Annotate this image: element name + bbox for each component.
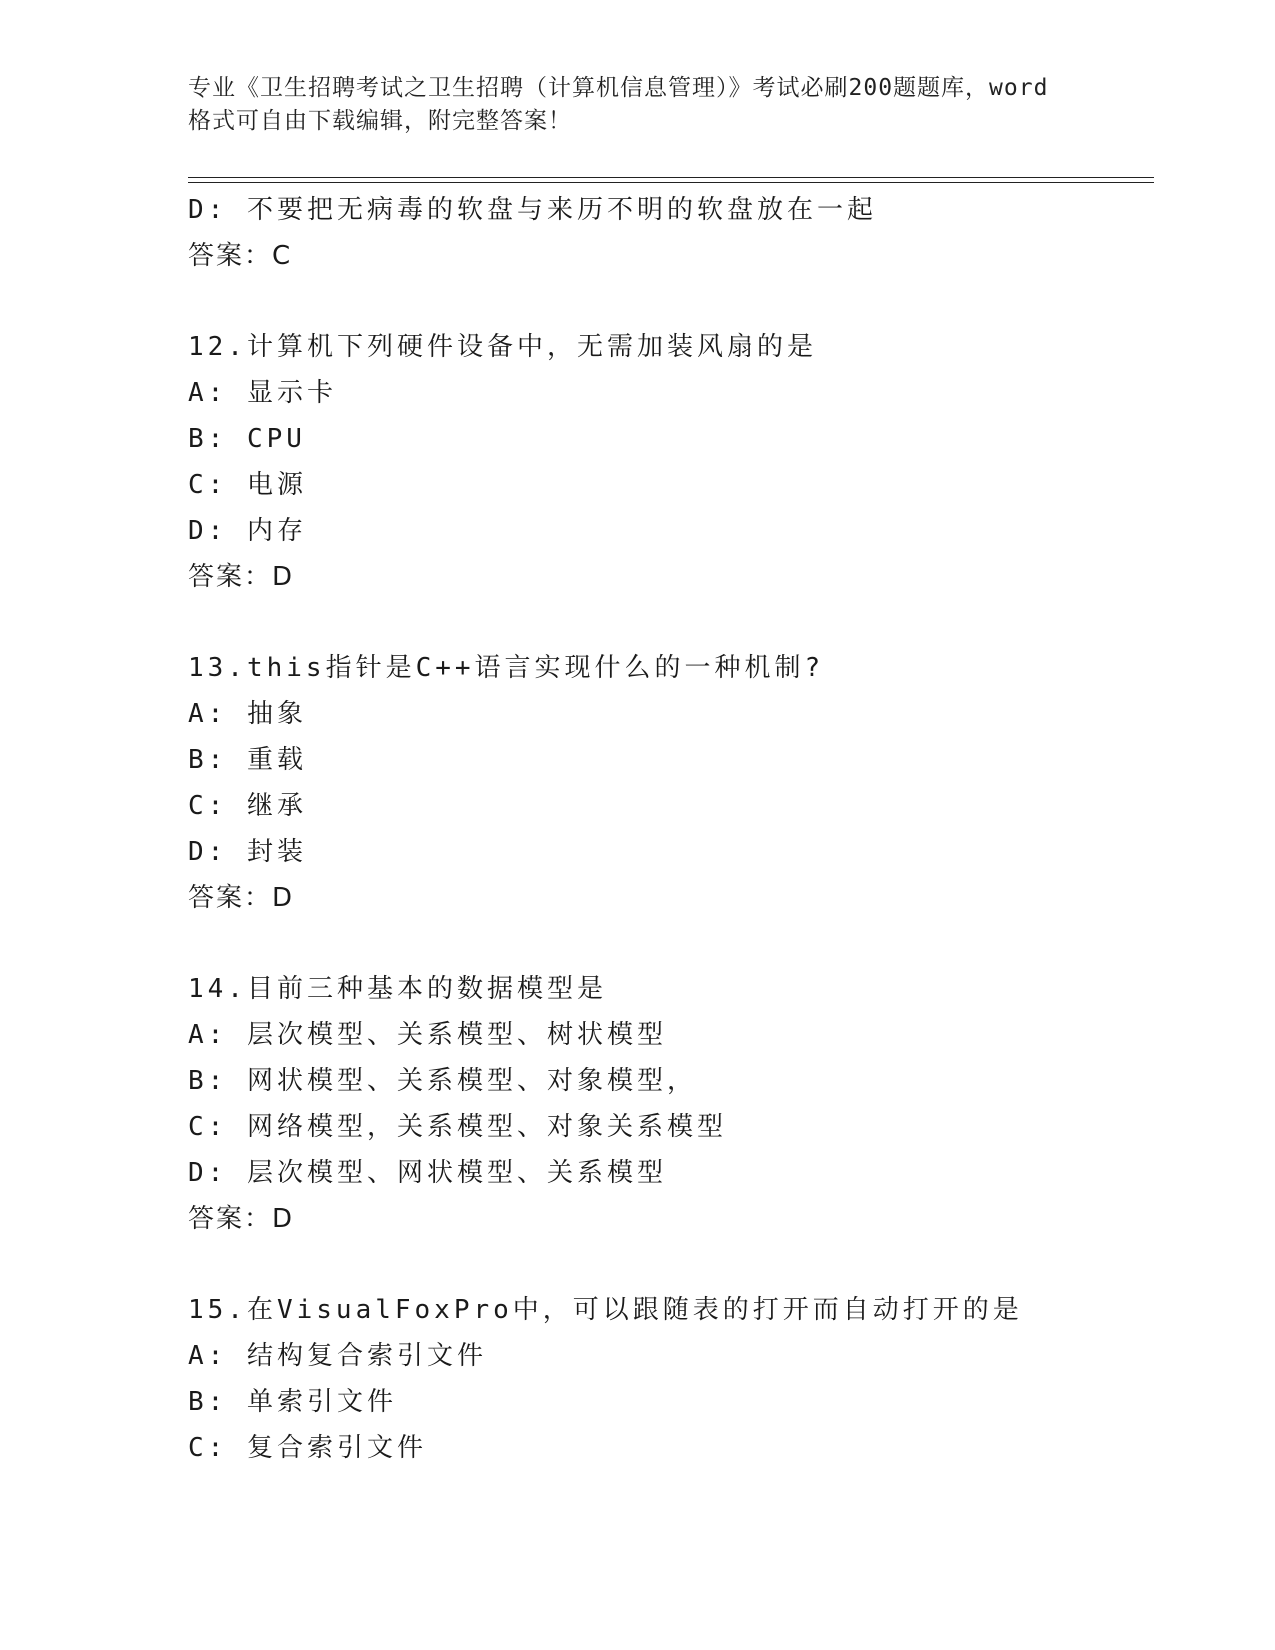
option-a: A: 显示卡 bbox=[188, 378, 337, 408]
question-stem: 12.计算机下列硬件设备中，无需加装风扇的是 bbox=[188, 332, 817, 362]
answer: 答案：D bbox=[188, 562, 295, 592]
spacer bbox=[188, 1242, 1148, 1287]
answer: 答案：D bbox=[188, 883, 295, 913]
header-divider-top bbox=[188, 177, 1154, 178]
question-15 bbox=[188, 1287, 1148, 1471]
option-b: B: CPU bbox=[188, 424, 306, 454]
question-stem: 14.目前三种基本的数据模型是 bbox=[188, 974, 607, 1004]
answer: 答案：C bbox=[188, 241, 293, 271]
option-c: C: 继承 bbox=[188, 791, 307, 821]
question-fragment bbox=[188, 187, 1148, 279]
option-d: D: 封装 bbox=[188, 837, 307, 867]
spacer bbox=[188, 279, 1148, 324]
option-a: A: 抽象 bbox=[188, 699, 307, 729]
option-d: D: 不要把无病毒的软盘与来历不明的软盘放在一起 bbox=[188, 195, 877, 225]
header-line-2: 格式可自由下载编辑，附完整答案！ bbox=[188, 108, 572, 134]
spacer bbox=[188, 921, 1148, 966]
question-14 bbox=[188, 966, 1148, 1242]
option-d: D: 层次模型、网状模型、关系模型 bbox=[188, 1158, 667, 1188]
option-c: C: 复合索引文件 bbox=[188, 1433, 427, 1463]
question-12 bbox=[188, 324, 1148, 600]
option-b: B: 网状模型、关系模型、对象模型， bbox=[188, 1066, 697, 1096]
question-stem: 13.this指针是C++语言实现什么的一种机制? bbox=[188, 653, 825, 683]
option-c: C: 网络模型，关系模型、对象关系模型 bbox=[188, 1112, 727, 1142]
option-b: B: 重载 bbox=[188, 745, 307, 775]
header-line-1: 专业《卫生招聘考试之卫生招聘（计算机信息管理）》考试必刷200题题库，word bbox=[188, 75, 1049, 101]
option-d: D: 内存 bbox=[188, 516, 307, 546]
question-13 bbox=[188, 645, 1148, 921]
document-header bbox=[188, 72, 1088, 138]
header-divider-bottom bbox=[188, 182, 1154, 183]
spacer bbox=[188, 600, 1148, 645]
option-a: A: 层次模型、关系模型、树状模型 bbox=[188, 1020, 667, 1050]
document-body bbox=[188, 187, 1148, 1471]
option-b: B: 单索引文件 bbox=[188, 1387, 397, 1417]
option-c: C: 电源 bbox=[188, 470, 307, 500]
question-stem: 15.在VisualFoxPro中，可以跟随表的打开而自动打开的是 bbox=[188, 1295, 1023, 1325]
option-a: A: 结构复合索引文件 bbox=[188, 1341, 487, 1371]
answer: 答案：D bbox=[188, 1204, 295, 1234]
